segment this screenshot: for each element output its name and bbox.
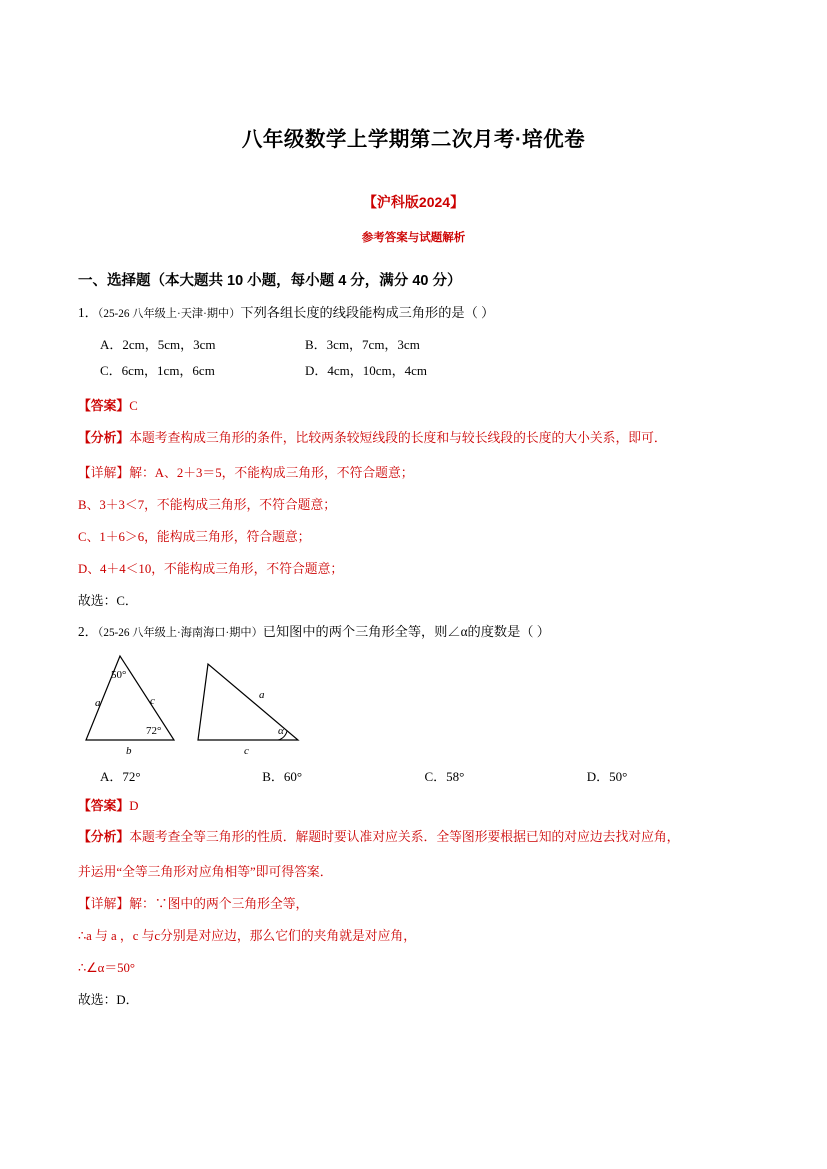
option-row: [100, 358, 749, 385]
question-1-text: 下列各组长度的线段能构成三角形的是（ ）: [240, 305, 495, 320]
analysis-text: 本题考查全等三角形的性质．解题时要认准对应关系．全等图形要根据已知的对应边去找对应角，: [129, 830, 680, 845]
question-1-options: [78, 332, 749, 385]
detail-text: 解：∵图中的两个三角形全等，: [129, 897, 309, 912]
question-2-stem: [78, 622, 749, 642]
question-2-conclusion: 故选：D．: [78, 993, 139, 1008]
answer-key-label: 参考答案与试题解析: [361, 232, 466, 244]
question-2-source: （25-26 八年级上·海南海口·期中）: [97, 626, 263, 639]
section-heading: 一、选择题（本大题共 10 小题，每小题 4 分，满分 40 分）: [78, 273, 462, 289]
detail-tag: 【详解】: [78, 465, 130, 480]
question-2-figure: [78, 648, 749, 758]
answer-value: C: [129, 399, 138, 414]
question-2-analysis-line: 并运用“全等三角形对应角相等”即可得答案．: [78, 865, 333, 880]
right-angle-alpha-label: α: [278, 724, 284, 737]
question-1-detail-line: B、3＋3＜7，不能构成三角形，不符合题意；: [78, 497, 337, 512]
analysis-tag: 【分析】: [78, 830, 130, 845]
question-2-answer: [78, 797, 749, 817]
question-2-detail-line: ∴a 与 a ，c 与c分别是对应边，那么它们的夹角就是对应角，: [78, 929, 416, 944]
question-1-answer: [78, 397, 749, 417]
answer-tag: 【答案】: [78, 399, 130, 414]
question-2-analysis: [78, 828, 749, 848]
question-1-number: 1．: [78, 305, 98, 320]
option-b: B．60°: [262, 768, 303, 784]
option-row: [100, 332, 749, 359]
answer-tag: 【答案】: [78, 798, 130, 813]
page-title: 八年级数学上学期第二次月考·培优卷: [241, 128, 586, 151]
question-1-stem: [78, 303, 749, 323]
left-side-a-label: a: [95, 696, 101, 709]
option-c: C．58°: [424, 768, 465, 784]
question-1-conclusion: 故选：C．: [78, 593, 138, 608]
question-2-detail-line: ∴∠α＝50°: [78, 961, 136, 976]
left-angle-50-label: 50°: [111, 668, 127, 681]
option-a: A．2cm，5cm，3cm: [100, 336, 216, 352]
textbook-version: 【沪科版2024】: [362, 194, 465, 210]
option-c: C．6cm，1cm，6cm: [100, 363, 215, 379]
left-side-c-label: c: [150, 694, 155, 707]
right-side-c-label: c: [244, 744, 249, 757]
analysis-tag: 【分析】: [78, 430, 130, 445]
detail-text: 解：A、2＋3＝5，不能构成三角形，不符合题意；: [129, 465, 414, 480]
option-d: D．4cm，10cm，4cm: [305, 363, 428, 379]
option-d: D．50°: [586, 768, 628, 784]
question-2-number: 2．: [78, 623, 98, 639]
question-1-analysis: [78, 429, 749, 449]
detail-tag: 【详解】: [78, 897, 130, 912]
analysis-text: 本题考查构成三角形的条件，比较两条较短线段的长度和与较长线段的长度的大小关系，即可．: [129, 430, 667, 445]
question-1-source: （25-26 八年级上·天津·期中）: [97, 308, 241, 320]
question-1-detail-line: D、4＋4＜10，不能构成三角形，不符合题意；: [78, 561, 344, 576]
question-1-detail-line: C、1＋6＞6，能构成三角形，符合题意；: [78, 529, 311, 544]
question-2-text: 已知图中的两个三角形全等，则∠α的度数是（ ）: [262, 623, 550, 639]
option-a: A．72°: [100, 768, 141, 784]
question-2-options: [78, 766, 749, 785]
question-1-detail-line: [78, 462, 749, 481]
answer-value: D: [129, 798, 139, 813]
left-side-b-label: b: [126, 744, 132, 757]
right-side-a-label: a: [259, 688, 265, 701]
two-congruent-triangles-diagram: [78, 648, 418, 760]
left-angle-72-label: 72°: [146, 724, 162, 737]
question-2-detail-line: [78, 893, 749, 912]
option-b: B．3cm，7cm，3cm: [305, 336, 420, 352]
